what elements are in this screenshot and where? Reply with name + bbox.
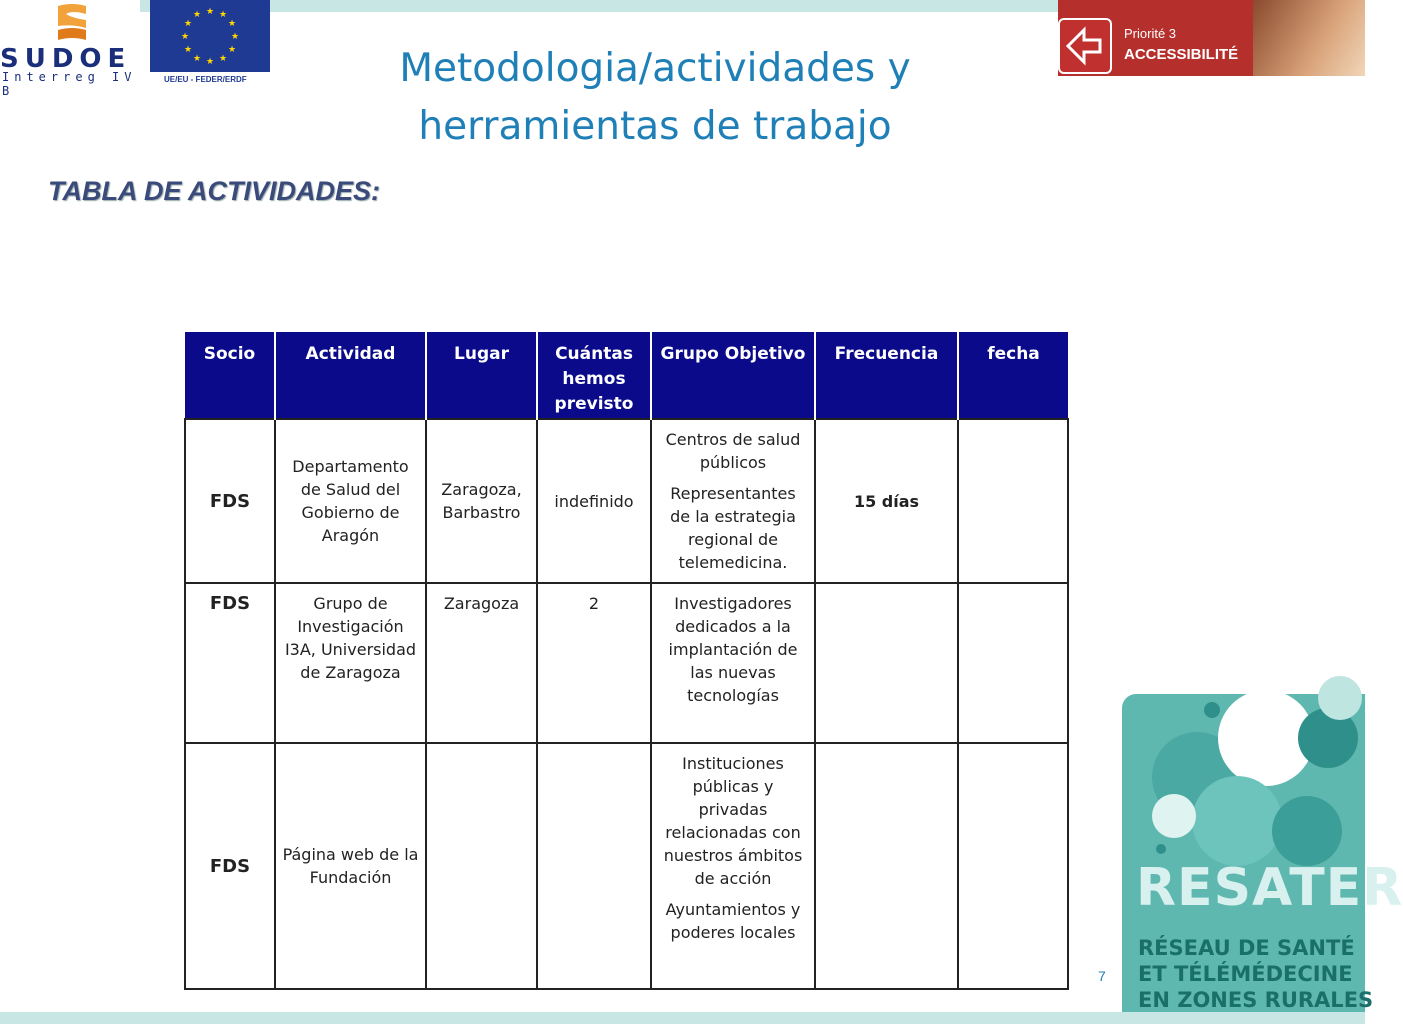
grupo-objetivo-item: Centros de salud públicos xyxy=(665,430,801,472)
cell-fecha xyxy=(958,419,1068,583)
priority-number: Priorité 3 xyxy=(1124,26,1177,41)
section-subtitle: TABLA DE ACTIVIDADES: xyxy=(48,176,380,206)
svg-text:★: ★ xyxy=(192,54,202,64)
svg-text:★: ★ xyxy=(205,57,215,67)
cell-grupo-objetivo: Investigadores dedicados a la implantación de las nuevas tecnologías xyxy=(651,583,815,743)
bubble-decoration xyxy=(1204,702,1220,718)
bubble-decoration xyxy=(1156,844,1166,854)
eu-logo xyxy=(150,0,270,86)
svg-text:★: ★ xyxy=(230,32,240,42)
svg-text:★: ★ xyxy=(218,54,228,64)
grupo-objetivo-item: Representantes de la estrategia regional de telemedicina. xyxy=(670,484,796,572)
svg-text:★: ★ xyxy=(180,32,190,42)
priority-banner xyxy=(1058,0,1365,76)
table-row xyxy=(185,419,1068,583)
cell-grupo-objetivo xyxy=(651,743,815,989)
table-header-row xyxy=(185,332,1068,419)
cell-cuantas: 2 xyxy=(537,583,651,743)
header-socio: Socio xyxy=(185,332,275,419)
cell-lugar: Zaragoza, Barbastro xyxy=(426,419,537,583)
table-row xyxy=(185,583,1068,743)
resater-line-2: ET TÉLÉMÉDECINE xyxy=(1138,962,1353,986)
cell-actividad: Departamento de Salud del Gobierno de Aragón xyxy=(275,419,426,583)
cell-frecuencia xyxy=(815,743,958,989)
resater-wordmark: RESATER xyxy=(1136,858,1403,918)
svg-text:★: ★ xyxy=(227,45,237,55)
cell-cuantas xyxy=(537,743,651,989)
sudoe-mark-icon xyxy=(52,2,94,44)
title-line-1: Metodologia/actividades y xyxy=(399,46,911,91)
eu-caption: UE/EU - FEDER/ERDF xyxy=(164,75,247,84)
header-grupo-objetivo: Grupo Objetivo xyxy=(651,332,815,419)
cell-fecha xyxy=(958,583,1068,743)
eu-flag-icon xyxy=(150,0,270,72)
cell-cuantas: indefinido xyxy=(537,419,651,583)
cell-socio: FDS xyxy=(185,419,275,583)
svg-text:★: ★ xyxy=(227,19,237,29)
cell-actividad: Grupo de Investigación I3A, Universidad de Zaragoza xyxy=(275,583,426,743)
cell-frecuencia xyxy=(815,583,958,743)
bubble-decoration xyxy=(1152,794,1196,838)
resater-line-1: RÉSEAU DE SANTÉ xyxy=(1138,936,1355,960)
header-actividad: Actividad xyxy=(275,332,426,419)
svg-text:★: ★ xyxy=(218,10,228,20)
bubble-decoration xyxy=(1272,796,1342,866)
grupo-objetivo-item: Ayuntamientos y poderes locales xyxy=(665,900,801,942)
resater-line-3: EN ZONES RURALES xyxy=(1138,988,1374,1012)
activities-table xyxy=(184,332,1069,990)
title-line-2: herramientas de trabajo xyxy=(418,104,892,149)
page-title xyxy=(300,40,1010,156)
bridge-photo xyxy=(1253,0,1365,76)
svg-text:★: ★ xyxy=(183,19,193,29)
cell-lugar: Zaragoza xyxy=(426,583,537,743)
cell-fecha xyxy=(958,743,1068,989)
table-row xyxy=(185,743,1068,989)
sudoe-wordmark: SUDOE xyxy=(0,44,132,74)
sudoe-subtitle: Interreg IV B xyxy=(2,70,137,98)
header-cuantas: Cuántas hemos previsto xyxy=(537,332,651,419)
svg-text:★: ★ xyxy=(192,10,202,20)
bubble-decoration xyxy=(1192,776,1282,866)
header-frecuencia: Frecuencia xyxy=(815,332,958,419)
cell-grupo-objetivo xyxy=(651,419,815,583)
svg-text:★: ★ xyxy=(205,7,215,17)
cell-actividad: Página web de la Fundación xyxy=(275,743,426,989)
sudoe-logo xyxy=(0,0,148,98)
svg-text:★: ★ xyxy=(183,45,193,55)
cell-lugar xyxy=(426,743,537,989)
bubble-decoration xyxy=(1318,676,1362,720)
header-fecha: fecha xyxy=(958,332,1068,419)
bottom-band xyxy=(0,1012,1365,1024)
top-band xyxy=(140,0,1060,12)
page-number: 7 xyxy=(1098,968,1106,984)
priority-name: ACCESSIBILITÉ xyxy=(1124,46,1239,63)
cell-frecuencia: 15 días xyxy=(815,419,958,583)
grupo-objetivo-item: Instituciones públicas y privadas relacionadas con nuestros ámbitos de acción xyxy=(663,754,803,888)
resater-logo xyxy=(1122,676,1403,1012)
header-lugar: Lugar xyxy=(426,332,537,419)
accessibility-arrow-icon xyxy=(1058,18,1112,74)
cell-socio: FDS xyxy=(185,583,275,743)
cell-socio: FDS xyxy=(185,743,275,989)
